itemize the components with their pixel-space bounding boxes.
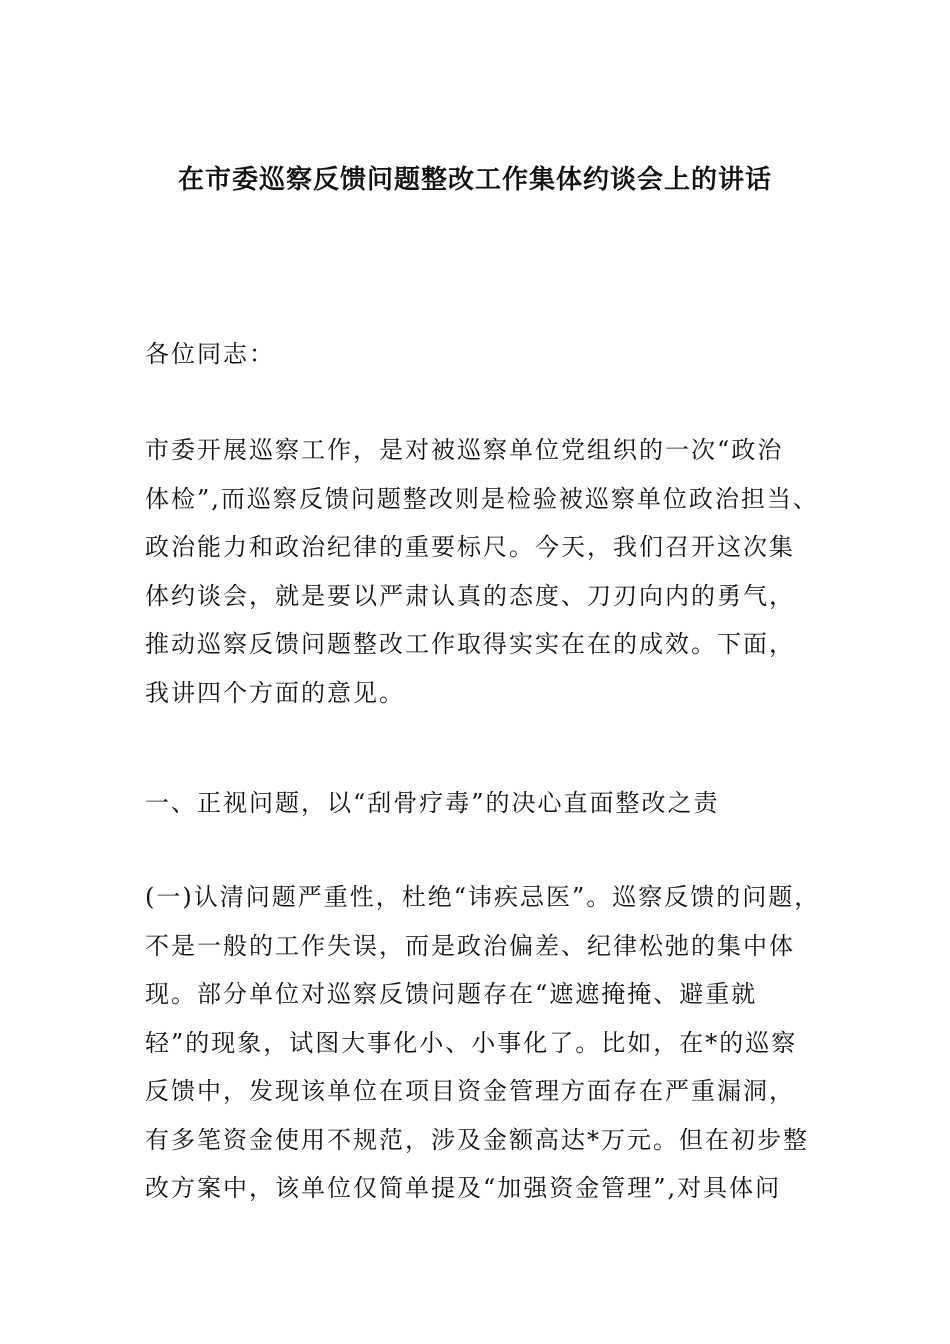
paragraph-line: 不是一般的工作失误，而是政治偏差、纪律松弛的集中体 (145, 931, 795, 960)
paragraph-line: 体检”,而巡察反馈问题整改则是检验被巡察单位政治担当、 (145, 484, 819, 513)
salutation-text: 各位同志： (145, 340, 275, 368)
document-title: 在市委巡察反馈问题整改工作集体约谈会上的讲话 (177, 165, 772, 195)
salutation (145, 330, 835, 379)
paragraph-line: 轻”的现象，试图大事化小、小事化了。比如，在*的巡察 (145, 1028, 798, 1057)
paragraph-line: 推动巡察反馈问题整改工作取得实实在在的成效。下面， (145, 630, 795, 658)
paragraph-line: 现。部分单位对巡察反馈问题存在“遮遮掩掩、避重就 (145, 980, 758, 1008)
paragraph-line: 市委开展巡察工作，是对被巡察单位党组织的一次“政治 (145, 436, 784, 464)
paragraph-intro (145, 426, 835, 717)
section-heading (145, 779, 835, 828)
section-heading-text: 一、正视问题，以“刮骨疗毒”的决心直面整改之责 (145, 789, 720, 817)
paragraph-subsection-1 (145, 873, 835, 1213)
paragraph-line: 有多笔资金使用不规范，涉及金额高达*万元。但在初步整 (145, 1125, 809, 1154)
paragraph-line: 体约谈会，就是要以严肃认真的态度、刀刃向内的勇气， (145, 581, 795, 610)
paragraph-line: 我讲四个方面的意见。 (145, 678, 405, 707)
paragraph-line: 反馈中，发现该单位在项目资金管理方面存在严重漏洞， (145, 1077, 795, 1105)
paragraph-line: 政治能力和政治纪律的重要标尺。今天，我们召开这次集 (145, 533, 795, 561)
paragraph-line: 改方案中，该单位仅简单提及“加强资金管理”,对具体问 (145, 1174, 782, 1202)
paragraph-line: (一)认清问题严重性，杜绝“讳疾忌医”。巡察反馈的问题， (145, 883, 821, 911)
